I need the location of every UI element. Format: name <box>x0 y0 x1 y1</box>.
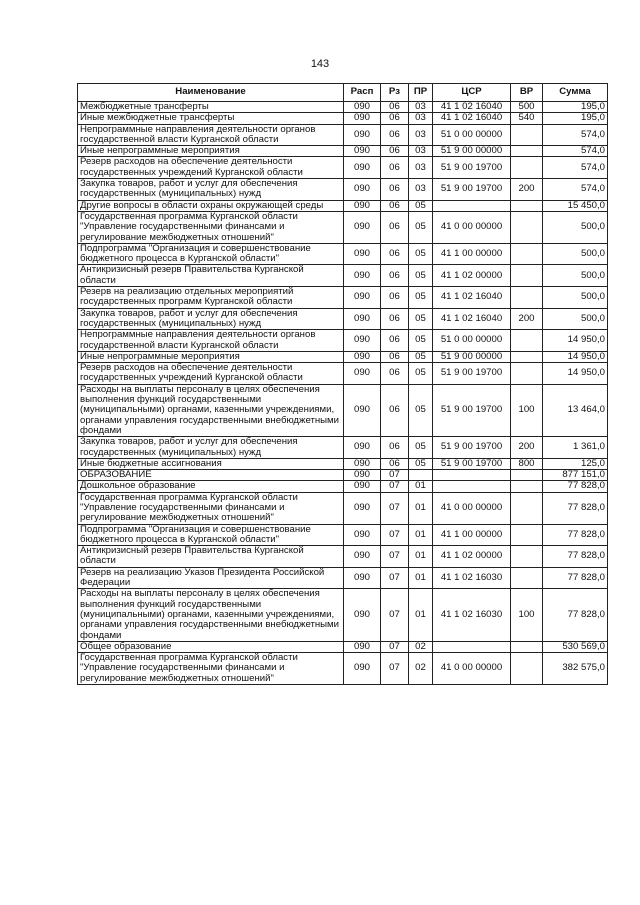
cell-vr: 200 <box>511 437 543 459</box>
cell-sum: 877 151,0 <box>543 470 608 481</box>
cell-sum: 77 828,0 <box>543 546 608 568</box>
cell-rz: 07 <box>381 546 409 568</box>
cell-rz: 07 <box>381 653 409 685</box>
cell-vr <box>511 265 543 287</box>
cell-name: Резерв на реализацию Указов Президента Российской Федерации <box>78 567 344 589</box>
cell-name: Антикризисный резерв Правительства Курганской области <box>78 265 344 287</box>
cell-csr: 41 1 02 16040 <box>433 113 511 124</box>
cell-vr <box>511 211 543 243</box>
cell-vr: 100 <box>511 384 543 436</box>
cell-rz: 06 <box>381 308 409 330</box>
cell-vr: 540 <box>511 113 543 124</box>
cell-csr: 51 9 00 19700 <box>433 437 511 459</box>
cell-sum: 77 828,0 <box>543 492 608 524</box>
table-row <box>78 211 608 243</box>
cell-name: Иные непрограммные мероприятия <box>78 351 344 362</box>
cell-csr <box>433 641 511 652</box>
table-row <box>78 384 608 436</box>
cell-pr: 05 <box>409 437 433 459</box>
cell-vr <box>511 641 543 652</box>
cell-pr: 01 <box>409 546 433 568</box>
cell-sum: 14 950,0 <box>543 363 608 385</box>
cell-sum: 13 464,0 <box>543 384 608 436</box>
cell-rasp: 090 <box>344 146 381 157</box>
cell-csr: 41 1 02 00000 <box>433 546 511 568</box>
cell-sum: 77 828,0 <box>543 481 608 492</box>
cell-name: Подпрограмма "Организация и совершенствование бюджетного процесса в Курганской области" <box>78 243 344 265</box>
cell-csr: 51 0 00 00000 <box>433 330 511 352</box>
cell-rasp: 090 <box>344 470 381 481</box>
cell-csr: 41 1 00 00000 <box>433 243 511 265</box>
cell-csr: 41 1 02 16040 <box>433 102 511 113</box>
cell-pr: 05 <box>409 211 433 243</box>
cell-rasp: 090 <box>344 157 381 179</box>
cell-rasp: 090 <box>344 113 381 124</box>
budget-table <box>77 83 608 685</box>
cell-name: Непрограммные направления деятельности органов государственной власти Курганской области <box>78 330 344 352</box>
column-header-name: Наименование <box>78 84 344 102</box>
cell-name: Государственная программа Курганской области "Управление государственными финансами и регулирование межбюджетных отношений" <box>78 653 344 685</box>
cell-csr: 41 1 00 00000 <box>433 524 511 546</box>
column-header-rasp: Расп <box>344 84 381 102</box>
table-row <box>78 653 608 685</box>
cell-sum: 1 361,0 <box>543 437 608 459</box>
cell-name: Иные непрограммные мероприятия <box>78 146 344 157</box>
table-row <box>78 179 608 201</box>
cell-vr: 200 <box>511 179 543 201</box>
table-row <box>78 546 608 568</box>
table-row <box>78 363 608 385</box>
cell-rz: 07 <box>381 641 409 652</box>
cell-rz: 06 <box>381 330 409 352</box>
table-row <box>78 102 608 113</box>
column-header-csr: ЦСР <box>433 84 511 102</box>
cell-vr <box>511 481 543 492</box>
cell-pr: 05 <box>409 308 433 330</box>
table-row <box>78 458 608 469</box>
cell-sum: 574,0 <box>543 179 608 201</box>
table-row <box>78 589 608 641</box>
table-row <box>78 287 608 309</box>
cell-sum: 125,0 <box>543 458 608 469</box>
cell-name: Непрограммные направления деятельности органов государственной власти Курганской области <box>78 124 344 146</box>
cell-pr: 03 <box>409 113 433 124</box>
cell-vr: 100 <box>511 589 543 641</box>
cell-name: Дошкольное образование <box>78 481 344 492</box>
cell-vr <box>511 351 543 362</box>
cell-name: Закупка товаров, работ и услуг для обеспечения государственных (муниципальных) нужд <box>78 437 344 459</box>
cell-vr <box>511 200 543 211</box>
cell-sum: 500,0 <box>543 308 608 330</box>
cell-pr: 05 <box>409 287 433 309</box>
cell-pr: 03 <box>409 146 433 157</box>
cell-name: Общее образование <box>78 641 344 652</box>
column-header-pr: ПР <box>409 84 433 102</box>
table-header-row <box>78 84 608 102</box>
cell-pr: 01 <box>409 567 433 589</box>
cell-name: Иные бюджетные ассигнования <box>78 458 344 469</box>
cell-sum: 500,0 <box>543 287 608 309</box>
cell-rasp: 090 <box>344 384 381 436</box>
cell-rz: 06 <box>381 157 409 179</box>
cell-pr: 01 <box>409 481 433 492</box>
cell-rasp: 090 <box>344 211 381 243</box>
cell-pr: 01 <box>409 524 433 546</box>
cell-vr <box>511 157 543 179</box>
cell-pr: 03 <box>409 124 433 146</box>
cell-pr: 05 <box>409 458 433 469</box>
cell-name: Антикризисный резерв Правительства Курганской области <box>78 546 344 568</box>
cell-sum: 530 569,0 <box>543 641 608 652</box>
cell-pr: 03 <box>409 102 433 113</box>
cell-csr: 51 9 00 19700 <box>433 179 511 201</box>
table-row <box>78 124 608 146</box>
cell-pr: 05 <box>409 265 433 287</box>
cell-rasp: 090 <box>344 481 381 492</box>
cell-rz: 06 <box>381 211 409 243</box>
cell-rz: 07 <box>381 470 409 481</box>
cell-pr: 05 <box>409 330 433 352</box>
cell-vr <box>511 330 543 352</box>
cell-csr: 41 0 00 00000 <box>433 211 511 243</box>
cell-sum: 574,0 <box>543 157 608 179</box>
table-row <box>78 492 608 524</box>
cell-rz: 07 <box>381 589 409 641</box>
table-row <box>78 265 608 287</box>
cell-sum: 500,0 <box>543 265 608 287</box>
cell-name: Межбюджетные трансферты <box>78 102 344 113</box>
table-row <box>78 330 608 352</box>
cell-csr <box>433 470 511 481</box>
table-row <box>78 437 608 459</box>
cell-rz: 06 <box>381 458 409 469</box>
cell-rasp: 090 <box>344 363 381 385</box>
cell-pr: 05 <box>409 384 433 436</box>
cell-rasp: 090 <box>344 589 381 641</box>
cell-pr <box>409 470 433 481</box>
cell-vr <box>511 653 543 685</box>
table-row <box>78 308 608 330</box>
cell-rasp: 090 <box>344 102 381 113</box>
cell-rasp: 090 <box>344 243 381 265</box>
cell-rasp: 090 <box>344 492 381 524</box>
cell-pr: 05 <box>409 243 433 265</box>
cell-rz: 06 <box>381 351 409 362</box>
cell-sum: 195,0 <box>543 113 608 124</box>
cell-vr <box>511 492 543 524</box>
cell-csr: 41 1 02 16030 <box>433 567 511 589</box>
cell-csr: 41 0 00 00000 <box>433 653 511 685</box>
cell-csr: 51 9 00 00000 <box>433 351 511 362</box>
cell-name: Расходы на выплаты персоналу в целях обеспечения выполнения функций государственными (муниципальными) органами, казенными учреждениями, органами управления государственными внебюджетными фондами <box>78 589 344 641</box>
table-row <box>78 524 608 546</box>
cell-rz: 07 <box>381 524 409 546</box>
column-header-sum: Сумма <box>543 84 608 102</box>
cell-pr: 02 <box>409 641 433 652</box>
cell-csr: 51 9 00 19700 <box>433 157 511 179</box>
cell-rz: 06 <box>381 363 409 385</box>
cell-sum: 382 575,0 <box>543 653 608 685</box>
cell-vr <box>511 146 543 157</box>
cell-rz: 06 <box>381 113 409 124</box>
cell-rasp: 090 <box>344 330 381 352</box>
cell-sum: 195,0 <box>543 102 608 113</box>
cell-sum: 574,0 <box>543 146 608 157</box>
cell-csr: 51 9 00 19700 <box>433 458 511 469</box>
cell-sum: 574,0 <box>543 124 608 146</box>
cell-csr: 41 0 00 00000 <box>433 492 511 524</box>
table-row <box>78 113 608 124</box>
table-row <box>78 641 608 652</box>
cell-csr: 51 0 00 00000 <box>433 124 511 146</box>
cell-rz: 07 <box>381 492 409 524</box>
cell-name: Государственная программа Курганской области "Управление государственными финансами и регулирование межбюджетных отношений" <box>78 211 344 243</box>
cell-rz: 06 <box>381 200 409 211</box>
cell-vr <box>511 470 543 481</box>
cell-csr: 41 1 02 00000 <box>433 265 511 287</box>
cell-rz: 06 <box>381 146 409 157</box>
cell-pr: 05 <box>409 363 433 385</box>
cell-csr: 51 9 00 19700 <box>433 363 511 385</box>
cell-vr: 800 <box>511 458 543 469</box>
cell-pr: 03 <box>409 157 433 179</box>
cell-vr <box>511 363 543 385</box>
cell-name: Резерв на реализацию отдельных мероприятий государственных программ Курганской области <box>78 287 344 309</box>
cell-pr: 02 <box>409 653 433 685</box>
cell-pr: 05 <box>409 200 433 211</box>
cell-rz: 07 <box>381 481 409 492</box>
cell-sum: 15 450,0 <box>543 200 608 211</box>
cell-name: Подпрограмма "Организация и совершенствование бюджетного процесса в Курганской области" <box>78 524 344 546</box>
cell-rasp: 090 <box>344 524 381 546</box>
cell-csr: 41 1 02 16040 <box>433 287 511 309</box>
cell-sum: 77 828,0 <box>543 567 608 589</box>
cell-name: Другие вопросы в области охраны окружающей среды <box>78 200 344 211</box>
cell-vr <box>511 546 543 568</box>
cell-pr: 01 <box>409 589 433 641</box>
cell-rasp: 090 <box>344 351 381 362</box>
cell-sum: 77 828,0 <box>543 589 608 641</box>
cell-vr <box>511 567 543 589</box>
cell-rz: 06 <box>381 384 409 436</box>
cell-pr: 03 <box>409 179 433 201</box>
cell-rz: 06 <box>381 124 409 146</box>
cell-vr <box>511 524 543 546</box>
cell-rz: 06 <box>381 437 409 459</box>
cell-rasp: 090 <box>344 308 381 330</box>
cell-csr: 41 1 02 16030 <box>433 589 511 641</box>
column-header-vr: ВР <box>511 84 543 102</box>
table-row <box>78 351 608 362</box>
table-body <box>78 102 608 685</box>
cell-rasp: 090 <box>344 200 381 211</box>
cell-vr <box>511 287 543 309</box>
cell-rasp: 090 <box>344 546 381 568</box>
cell-vr <box>511 124 543 146</box>
cell-vr <box>511 243 543 265</box>
cell-sum: 14 950,0 <box>543 330 608 352</box>
cell-pr: 01 <box>409 492 433 524</box>
cell-rz: 06 <box>381 102 409 113</box>
cell-csr: 51 9 00 00000 <box>433 146 511 157</box>
cell-rz: 06 <box>381 265 409 287</box>
cell-rz: 06 <box>381 179 409 201</box>
table-row <box>78 146 608 157</box>
cell-rasp: 090 <box>344 653 381 685</box>
cell-vr: 500 <box>511 102 543 113</box>
cell-sum: 77 828,0 <box>543 524 608 546</box>
table-row <box>78 243 608 265</box>
cell-vr: 200 <box>511 308 543 330</box>
cell-name: Закупка товаров, работ и услуг для обеспечения государственных (муниципальных) нужд <box>78 179 344 201</box>
page-number: 143 <box>310 58 330 70</box>
cell-rasp: 090 <box>344 641 381 652</box>
cell-rz: 06 <box>381 287 409 309</box>
cell-name: Государственная программа Курганской области "Управление государственными финансами и регулирование межбюджетных отношений" <box>78 492 344 524</box>
table-row <box>78 470 608 481</box>
cell-rasp: 090 <box>344 124 381 146</box>
table-row <box>78 481 608 492</box>
cell-rasp: 090 <box>344 458 381 469</box>
cell-rz: 06 <box>381 243 409 265</box>
cell-sum: 500,0 <box>543 211 608 243</box>
cell-sum: 500,0 <box>543 243 608 265</box>
table-row <box>78 157 608 179</box>
cell-rasp: 090 <box>344 437 381 459</box>
cell-pr: 05 <box>409 351 433 362</box>
cell-name: Резерв расходов на обеспечение деятельности государственных учреждений Курганской области <box>78 157 344 179</box>
cell-csr <box>433 200 511 211</box>
cell-csr: 51 9 00 19700 <box>433 384 511 436</box>
cell-rz: 07 <box>381 567 409 589</box>
cell-rasp: 090 <box>344 287 381 309</box>
cell-csr: 41 1 02 16040 <box>433 308 511 330</box>
table-row <box>78 567 608 589</box>
cell-rasp: 090 <box>344 179 381 201</box>
cell-name: Расходы на выплаты персоналу в целях обеспечения выполнения функций государственными (муниципальными) органами, казенными учреждениями, органами управления государственными внебюджетными фондами <box>78 384 344 436</box>
cell-name: Иные межбюджетные трансферты <box>78 113 344 124</box>
cell-rasp: 090 <box>344 567 381 589</box>
cell-name: Закупка товаров, работ и услуг для обеспечения государственных (муниципальных) нужд <box>78 308 344 330</box>
table-row <box>78 200 608 211</box>
cell-name: Резерв расходов на обеспечение деятельности государственных учреждений Курганской области <box>78 363 344 385</box>
cell-csr <box>433 481 511 492</box>
cell-sum: 14 950,0 <box>543 351 608 362</box>
cell-rasp: 090 <box>344 265 381 287</box>
column-header-rz: Рз <box>381 84 409 102</box>
cell-name: ОБРАЗОВАНИЕ <box>78 470 344 481</box>
